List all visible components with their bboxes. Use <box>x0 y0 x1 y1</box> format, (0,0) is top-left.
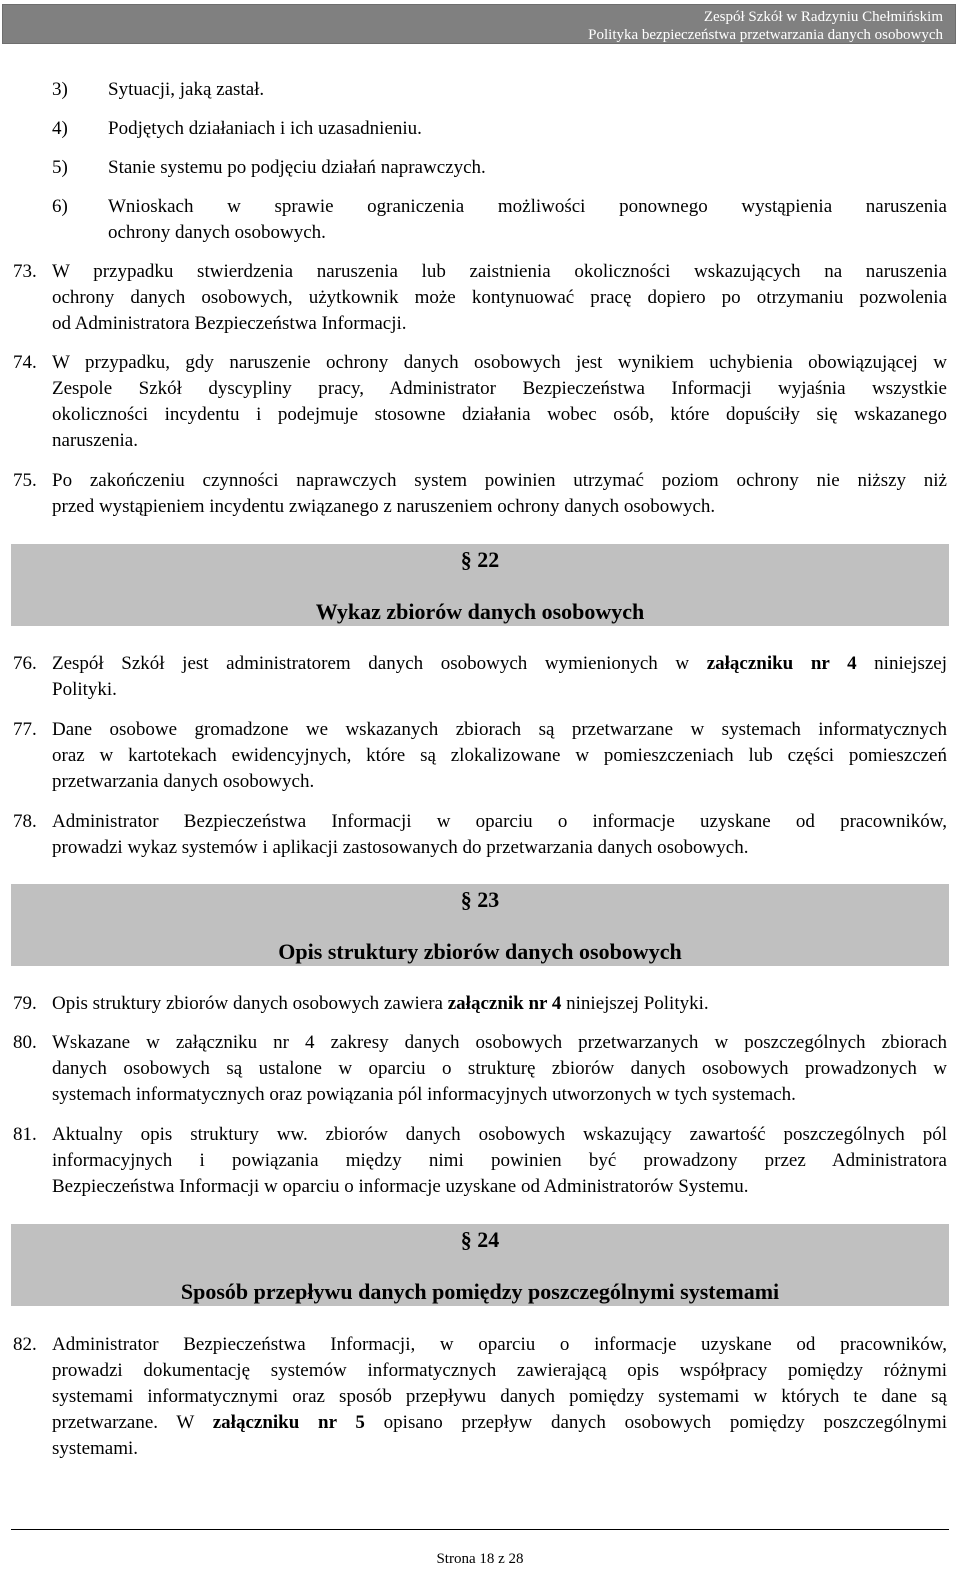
section-title: Opis struktury zbiorów danych osobowych <box>278 939 682 964</box>
paragraph-number: 76. <box>13 653 37 674</box>
paragraph-line: prowadzi wykaz systemów i aplikacji zastosowanych do przetwarzania danych osobowych. <box>52 837 749 858</box>
paragraph-line: informacyjnych i powiązania między nimi powinien być prowadzony przez Administratora <box>52 1150 947 1171</box>
paragraph-line: Administrator Bezpieczeństwa Informacji, w oparciu o informacje uzyskane od pracowników, <box>52 1334 947 1355</box>
paragraph-line: przetwarzania danych osobowych. <box>52 771 315 792</box>
paragraph-line: Polityki. <box>52 679 117 700</box>
paragraph-number: 78. <box>13 811 37 832</box>
paragraph-line: okoliczności incydentu i podejmuje stosowne działania wobec osób, które dopuściły się wskazanego <box>52 404 947 425</box>
header-document-title: Polityka bezpieczeństwa przetwarzania danych osobowych <box>588 27 943 43</box>
paragraph-number: 82. <box>13 1334 37 1355</box>
paragraph-line: W przypadku stwierdzenia naruszenia lub zaistnienia okoliczności wskazujących na naruszenia <box>52 261 947 282</box>
paragraph-line: prowadzi dokumentację systemów informatycznych zawierającą opis współpracy pomiędzy różnymi <box>52 1360 947 1381</box>
list-item-number: 5) <box>52 157 68 178</box>
list-item-number: 6) <box>52 196 68 217</box>
list-item-text: Stanie systemu po podjęciu działań naprawczych. <box>108 157 486 178</box>
attachment-reference: załącznik nr 4 <box>447 993 562 1014</box>
paragraph-line: systemach informatycznych oraz powiązania pól informacyjnych utworzonych w tych systemach. <box>52 1084 796 1105</box>
section-23-heading <box>11 884 949 966</box>
text-run: opisano przepływ danych osobowych pomiędzy poszczególnymi <box>364 1412 947 1433</box>
paragraph-number: 73. <box>13 261 37 282</box>
list-item-number: 4) <box>52 118 68 139</box>
list-item-number: 3) <box>52 79 68 100</box>
paragraph-line: Po zakończeniu czynności naprawczych system powinien utrzymać poziom ochrony nie niższy niż <box>52 470 947 491</box>
section-title: Sposób przepływu danych pomiędzy poszczególnymi systemami <box>180 1279 780 1304</box>
paragraph-number: 79. <box>13 993 37 1014</box>
paragraph-line: Bezpieczeństwa Informacji w oparciu o informacje uzyskane od Administratorów Systemu. <box>52 1176 749 1197</box>
paragraph-line: Wskazane w załączniku nr 4 zakresy danych osobowych przetwarzanych w poszczególnych zbiorach <box>52 1032 947 1053</box>
paragraph-line: Dane osobowe gromadzone we wskazanych zbiorach są przetwarzane w systemach informatycznych <box>52 719 947 740</box>
attachment-reference: załączniku nr 5 <box>212 1412 365 1433</box>
paragraph-line: systemami. <box>52 1438 139 1459</box>
section-22-heading <box>11 544 949 626</box>
list-item-text: Podjętych działaniach i ich uzasadnieniu. <box>108 118 422 139</box>
paragraph-line: Zespole Szkół dyscypliny pracy, Administrator Bezpieczeństwa Informacji wyjaśnia wszystkie <box>52 378 947 399</box>
text-run: Opis struktury zbiorów danych osobowych zawiera <box>52 993 448 1014</box>
paragraph-number: 81. <box>13 1124 37 1145</box>
paragraph-line: W przypadku, gdy naruszenie ochrony danych osobowych jest wynikiem uchybienia obowiązującej w <box>52 352 947 373</box>
paragraph-number: 75. <box>13 470 37 491</box>
attachment-reference: załączniku nr 4 <box>706 653 857 674</box>
paragraph-line: systemami informatycznymi oraz sposób przepływu danych pomiędzy systemami w których te dane są <box>52 1386 947 1407</box>
paragraph-line: naruszenia. <box>52 430 138 451</box>
paragraph-line <box>52 651 947 677</box>
paragraph-line <box>52 1410 947 1436</box>
section-title: Wykaz zbiorów danych osobowych <box>315 599 645 624</box>
text-run: niniejszej Polityki. <box>561 993 709 1014</box>
paragraph-number: 77. <box>13 719 37 740</box>
section-24-heading <box>11 1224 949 1306</box>
page-number: Strona 18 z 28 <box>436 1551 524 1567</box>
paragraph-line: od Administratora Bezpieczeństwa Informacji. <box>52 313 407 334</box>
list-item-line: ochrony danych osobowych. <box>108 222 326 243</box>
text-run: Zespół Szkół jest administratorem danych osobowych wymienionych w <box>52 653 707 674</box>
paragraph-line: danych osobowych są ustalone w oparciu o strukturę zbiorów danych osobowych prowadzonych w <box>52 1058 947 1079</box>
paragraph-line: przed wystąpieniem incydentu związanego z naruszeniem ochrony danych osobowych. <box>52 496 716 517</box>
page-header <box>2 4 956 44</box>
section-number: § 22 <box>460 547 500 572</box>
paragraph-line: Administrator Bezpieczeństwa Informacji w oparciu o informacje uzyskane od pracowników, <box>52 811 947 832</box>
header-school-name: Zespół Szkół w Radzyniu Chełmińskim <box>703 9 943 25</box>
paragraph-line: oraz w kartotekach ewidencyjnych, które są zlokalizowane w pomieszczeniach lub części pomieszczeń <box>52 745 947 766</box>
paragraph-number: 74. <box>13 352 37 373</box>
text-run: niniejszej <box>856 653 947 674</box>
footer-divider <box>11 1529 949 1530</box>
text-run: przetwarzane. W <box>52 1412 213 1433</box>
section-number: § 24 <box>460 1227 500 1252</box>
list-item-text: Sytuacji, jaką zastał. <box>108 79 265 100</box>
paragraph-number: 80. <box>13 1032 37 1053</box>
paragraph-line: ochrony danych osobowych, użytkownik może kontynuować pracę dopiero po otrzymaniu pozwolenia <box>52 287 947 308</box>
list-item-line: Wnioskach w sprawie ograniczenia możliwości ponownego wystąpienia naruszenia <box>108 196 947 217</box>
paragraph-line: Aktualny opis struktury ww. zbiorów danych osobowych wskazujący zawartość poszczególnych pól <box>52 1124 947 1145</box>
section-number: § 23 <box>460 887 500 912</box>
